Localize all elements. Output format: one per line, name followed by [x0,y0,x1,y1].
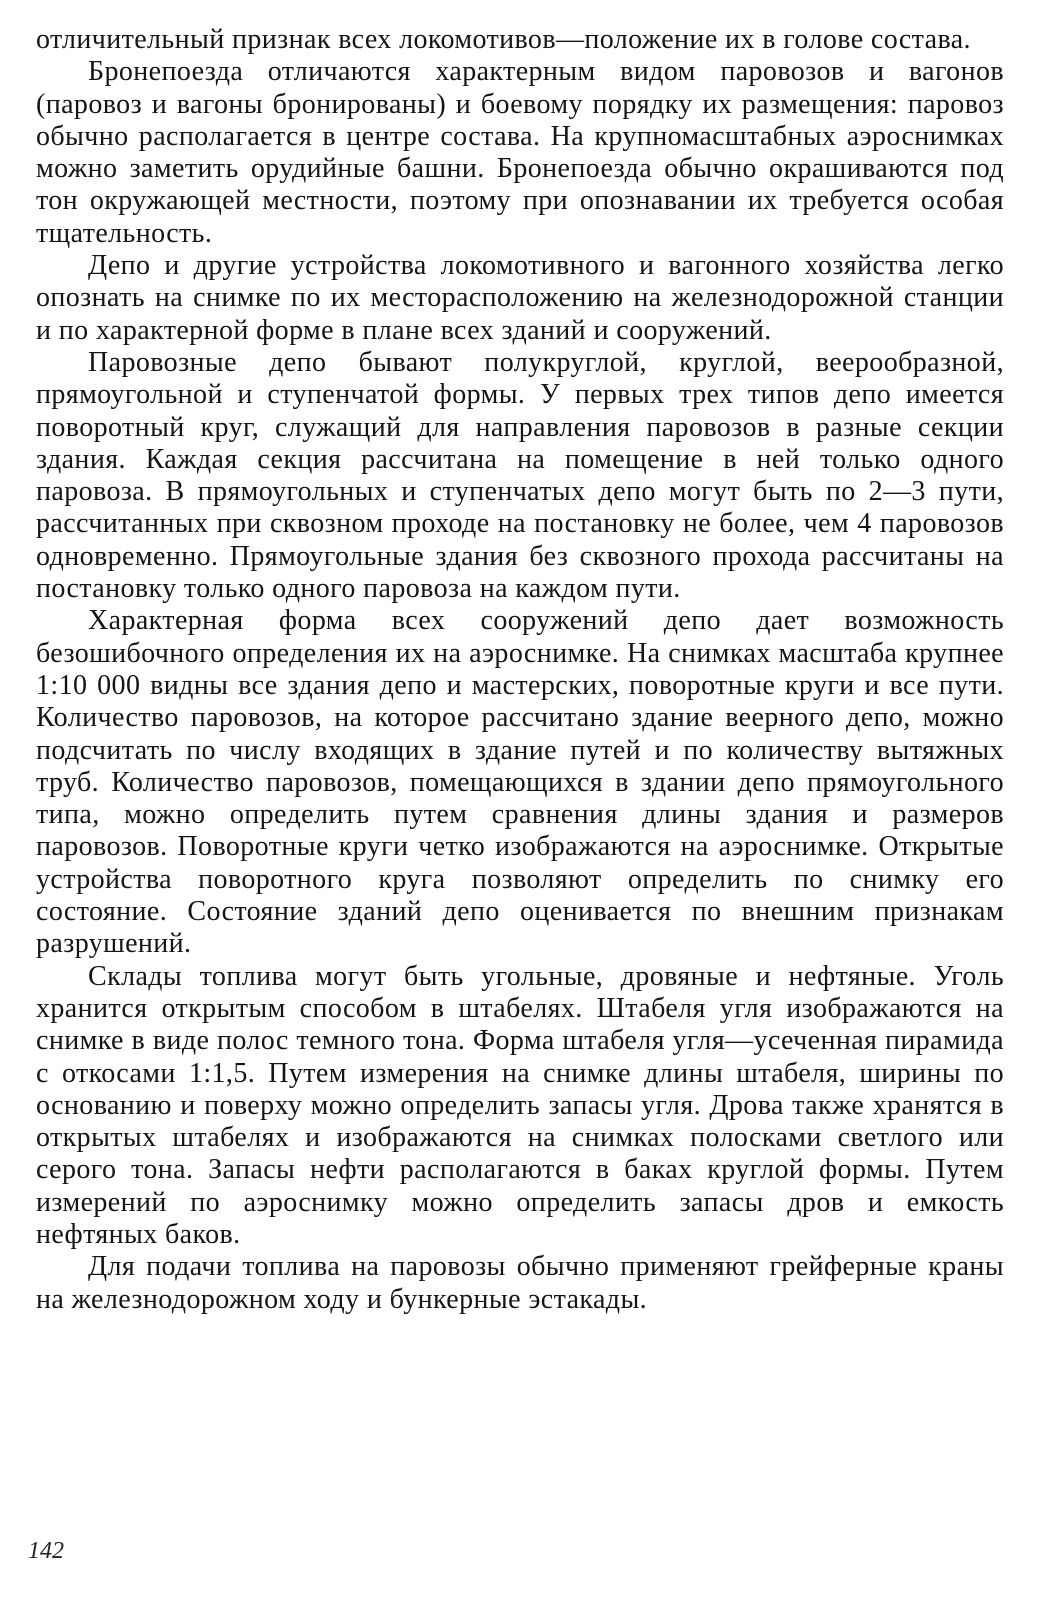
paragraph-depot-identification: Характерная форма всех сооружений депо дает возможность безошибочного определения их на аэроснимке. На снимках масштаба крупнее 1:10 000 видны все здания депо и мастерских, поворотные круги и все пути. Количество паровозов, на которое рассчитано здание веерного депо, можно подсчитать по числу входящих в здание путей и по количеству вытяжных труб. Количество паровозов, помещающихся в здании депо прямоугольного типа, можно определить путем сравнения длины здания и размеров паровозов. Поворотные круги четко изображаются на аэроснимке. Открытые устройства поворотного круга позволяют определить по снимку его состояние. Состояние зданий депо оценивается по внешним признакам разрушений. [36,605,1004,960]
page-body [36,24,1004,1316]
paragraph-depots-intro: Депо и другие устройства локомотивного и вагонного хозяйства легко опознать на снимке по их месторасположению на железнодорожной станции и по характерной форме в плане всех зданий и сооружений. [36,250,1004,346]
paragraph-continuation: отличительный признак всех локомотивов—положение их в голове состава. [36,24,971,55]
paragraph-fuel-supply: Для подачи топлива на паровозы обычно применяют грейферные краны на железнодорожном ходу и бункерные эстакады. [36,1251,1004,1315]
paragraph-fuel-storage: Склады топлива могут быть угольные, дровяные и нефтяные. Уголь хранится открытым способом в штабелях. Штабеля угля изображаются на снимке в виде полос темного тона. Форма штабеля угля—усеченная пирамида с откосами 1:1,5. Путем измерения на снимке длины штабеля, ширины по основанию и поверху можно определить запасы угля. Дрова также хранятся в открытых штабелях и изображаются на снимках полосками светлого или серого тона. Запасы нефти располагаются в баках круглой формы. Путем измерений по аэроснимку можно определить запасы дров и емкость нефтяных баков. [36,960,1004,1250]
paragraph-armored-trains: Бронепоезда отличаются характерным видом паровозов и вагонов (паровоз и вагоны бронированы) и боевому порядку их размещения: паровоз обычно располагается в центре состава. На крупномасштабных аэроснимках можно заметить орудийные башни. Бронепоезда обычно окрашиваются под тон окружающей местности, поэтому при опознавании их требуется особая тщательность. [36,56,1004,249]
paragraph-depot-shapes: Паровозные депо бывают полукруглой, круглой, веерообразной, прямоугольной и ступенчатой формы. У первых трех типов депо имеется поворотный круг, служащий для направления паровозов в разные секции здания. Каждая секция рассчитана на помещение в ней только одного паровоза. В прямоугольных и ступенчатых депо могут быть по 2—3 пути, рассчитанных при сквозном проходе на постановку не более, чем 4 паровозов одновременно. Прямоугольные здания без сквозного прохода рассчитаны на постановку только одного паровоза на каждом пути. [36,346,1004,605]
page-number: 142 [28,1538,64,1564]
